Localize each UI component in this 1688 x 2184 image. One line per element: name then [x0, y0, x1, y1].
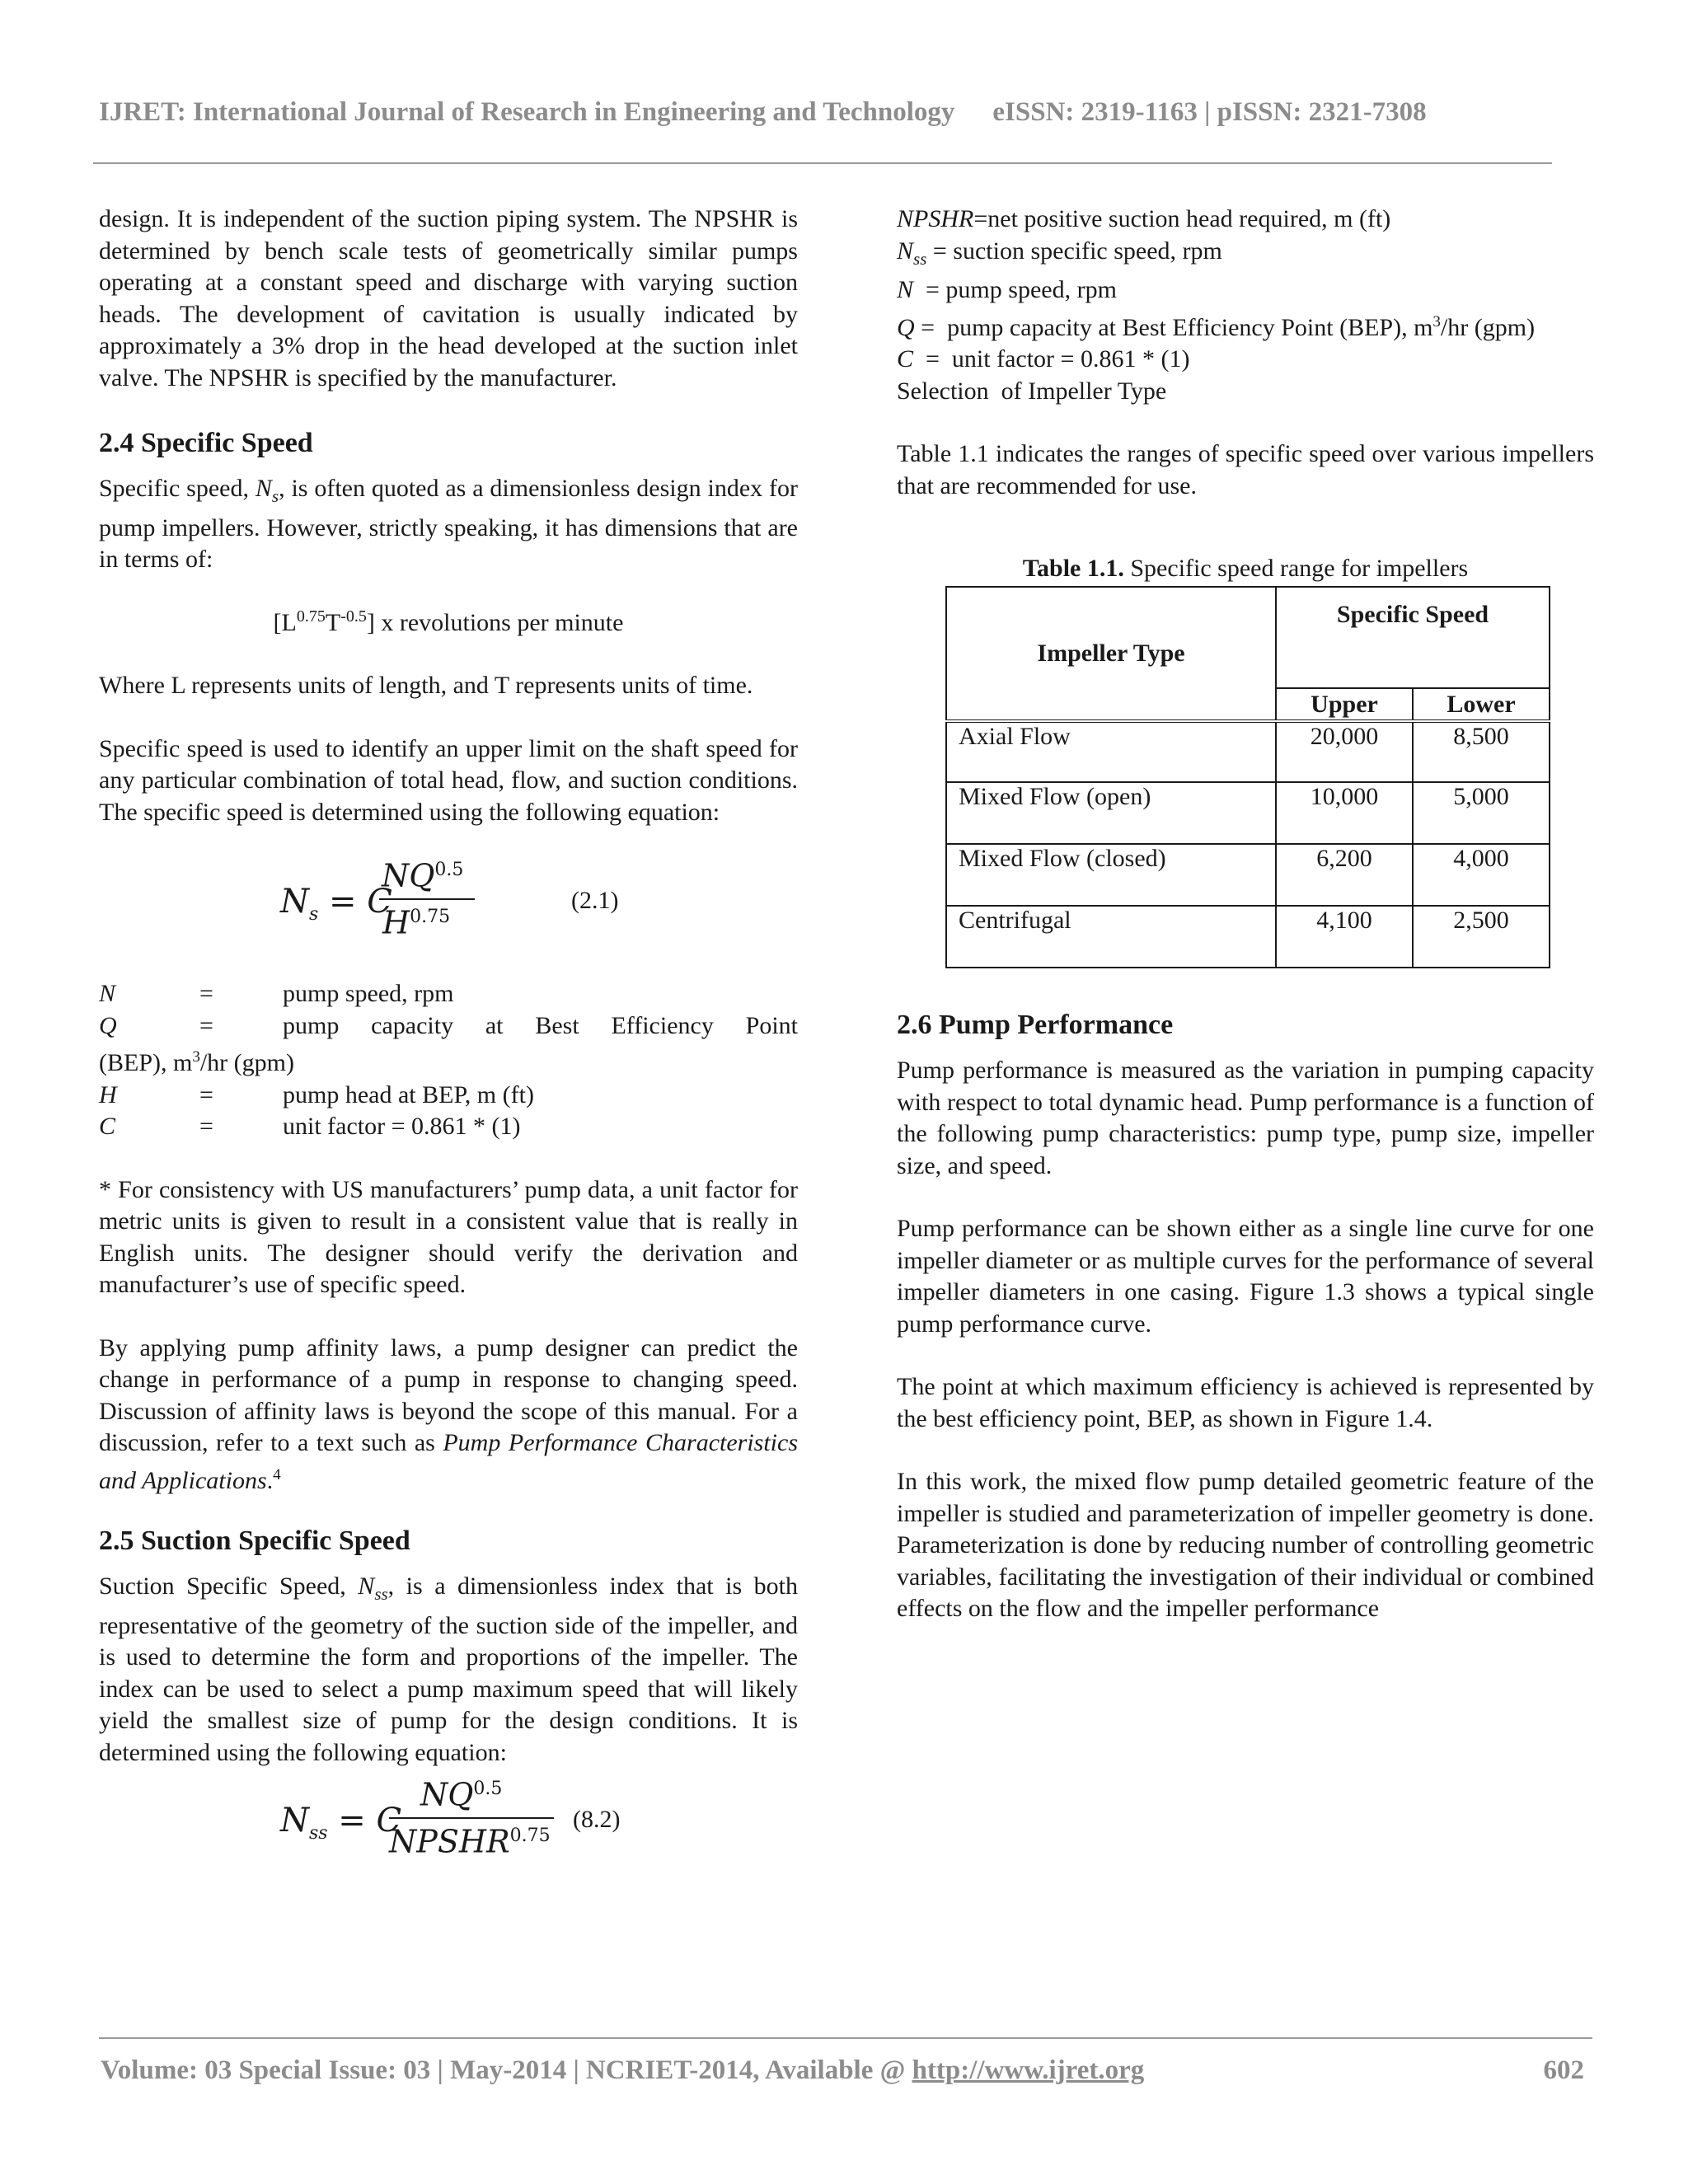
footer-text: Volume: 03 Special Issue: 03 | May-2014 | NCRIET-2014, Available @	[101, 2055, 912, 2085]
definition-row: C = unit factor = 0.861 * (1)	[99, 1113, 521, 1140]
paragraph: design. It is independent of the suction piping system. The NPSHR is determined by bench scale tests of geometrically similar pumps operating at a constant speed and discharge with varying suction heads. The development of cavitation is usually indicated by approximately a 3% drop in the head developed at the suction inlet valve. The NPSHR is specified by the manufacturer.	[99, 205, 798, 391]
paragraph: Suction Specific Speed, $N_{ss}$, is a dimensionless index that is both representative of the geometry of the suction side of the impeller, and is used to determine the form and proportions of the impeller. The index can be used to select a pump maximum speed that will likely yield the smallest size of pump for the design conditions. It is determined using the following equation:	[99, 1572, 798, 1766]
equation-8-2	[99, 1774, 798, 1866]
cell-upper: 20,000	[1276, 721, 1413, 782]
header-impeller-type: Impeller Type	[946, 587, 1276, 721]
paragraph: Pump performance can be shown either as a single line curve for one impeller diameter or as multiple curves for the performance of several impeller diameters in one casing. Figure 1.3 shows a typical single pump performance curve.	[897, 1215, 1594, 1338]
equation-denominator: $NPSHR^{0.75}$	[389, 1823, 551, 1860]
right-column-lower	[897, 1007, 1594, 1625]
dimension-expression: $[L^{0.75}T^{-0.5}]$ x revolutions per minute	[273, 607, 624, 636]
definition-continuation: (BEP), $m^3/hr$ (gpm)	[99, 1048, 294, 1076]
journal-title: IJRET: International Journal of Research in Engineering and Technology	[99, 97, 955, 127]
cell-type: Mixed Flow (closed)	[946, 844, 1276, 906]
equation-2-1	[99, 855, 798, 947]
table-row	[946, 721, 1550, 782]
table-caption: Table 1.1. Specific speed range for impellers	[1022, 555, 1469, 582]
header-lower: Lower	[1413, 688, 1550, 721]
header-specific-speed: Specific Speed	[1276, 587, 1550, 688]
cell-upper: 4,100	[1276, 906, 1413, 968]
equation-number: (8.2)	[573, 1806, 621, 1833]
section-heading-2-4: 2.4 Specific Speed	[99, 428, 313, 458]
cell-lower: 2,500	[1413, 906, 1550, 968]
cell-type: Centrifugal	[946, 906, 1276, 968]
running-header	[99, 97, 1427, 128]
footer-rule	[99, 2037, 1592, 2039]
table-row	[946, 782, 1550, 844]
definition-row: Q = pump capacity at Best Efficiency Point	[99, 1011, 798, 1039]
fraction-bar	[379, 898, 475, 900]
specific-speed-table	[945, 586, 1550, 968]
journal-link[interactable]: http://www.ijret.org	[912, 2055, 1145, 2085]
header-rule	[93, 162, 1552, 164]
definition-line: C = unit factor = 0.861 * (1)	[897, 345, 1190, 373]
equation-lhs: $N_{ss} = C$	[280, 1802, 402, 1844]
paragraph: Where L represents units of length, and T represents units of time.	[99, 672, 753, 699]
paragraph: By applying pump affinity laws, a pump designer can predict the change in performance of a pump in response to changing speed. Discussion of affinity laws is beyond the scope of this manual. For a discussion, refer to a text such as Pump Performance Characteristics and Applications.$^4$	[99, 1333, 799, 1494]
definition-line: N = pump speed, rpm	[897, 276, 1117, 303]
definition-line: NPSHR=net positive suction head required, m (ft)	[897, 205, 1391, 232]
table-row	[946, 844, 1550, 906]
cell-type: Axial Flow	[946, 721, 1276, 782]
paragraph: The point at which maximum efficiency is achieved is represented by the best efficiency point, BEP, as shown in Figure 1.4.	[897, 1373, 1594, 1432]
definition-line: Selection of Impeller Type	[897, 377, 1167, 405]
cell-upper: 10,000	[1276, 782, 1413, 844]
paragraph: Specific speed is used to identify an upper limit on the shaft speed for any particular combination of total head, flow, and suction conditions. The specific speed is determined using the following equation:	[99, 734, 798, 826]
definition-row: H = pump head at BEP, m (ft)	[99, 1080, 534, 1108]
left-column	[99, 204, 798, 1866]
page-number: 602	[1543, 2055, 1584, 2085]
paragraph: * For consistency with US manufacturers’ pump data, a unit factor for metric units is given to result in a consistent value that is really in English units. The designer should verify the derivation and manufacturer’s use of specific speed.	[99, 1175, 798, 1298]
paragraph: In this work, the mixed flow pump detailed geometric feature of the impeller is studied and parameterization of impeller geometry is done. Parameterization is done by reducing number of controlling geometric variables, facilitating the investigation of their individual or combined effects on the flow and the impeller performance	[897, 1468, 1594, 1622]
right-column	[897, 204, 1594, 502]
definition-row: N = pump speed, rpm	[99, 980, 454, 1007]
header-upper: Upper	[1276, 688, 1413, 721]
fraction-bar	[389, 1817, 554, 1819]
definition-line: $N_{ss}$ = suction specific speed, rpm	[897, 237, 1222, 269]
variable-definitions	[99, 978, 798, 1143]
cell-lower: 8,500	[1413, 721, 1550, 782]
paragraph: Specific speed, $N_s$, is often quoted as a dimensionless design index for pump impellers. However, strictly speaking, it has dimensions that are in terms of:	[99, 475, 798, 573]
cell-lower: 4,000	[1413, 844, 1550, 906]
equation-lhs: $N_s = C$	[280, 883, 392, 925]
equation-denominator: $H^{0.75}$	[382, 904, 451, 941]
cell-type: Mixed Flow (open)	[946, 782, 1276, 844]
equation-numerator: $NQ^{0.5}$	[382, 857, 464, 894]
cell-upper: 6,200	[1276, 844, 1413, 906]
definition-line: Q = pump capacity at Best Efficiency Point (BEP), $m^3/hr$ (gpm)	[897, 312, 1536, 341]
table-row	[946, 906, 1550, 968]
running-footer	[101, 2055, 1584, 2086]
section-heading-2-5: 2.5 Suction Specific Speed	[99, 1526, 410, 1556]
paragraph: Table 1.1 indicates the ranges of specific speed over various impellers that are recommended for use.	[897, 440, 1594, 499]
paragraph: Pump performance is measured as the variation in pumping capacity with respect to total dynamic head. Pump performance is a function of the following pump characteristics: pump type, pump size, impeller size, and speed.	[897, 1057, 1594, 1179]
section-heading-2-6: 2.6 Pump Performance	[897, 1010, 1174, 1040]
cell-lower: 5,000	[1413, 782, 1550, 844]
equation-numerator: $NQ^{0.5}$	[420, 1776, 503, 1813]
issn: eISSN: 2319-1163 | pISSN: 2321-7308	[992, 97, 1427, 127]
equation-number: (2.1)	[571, 887, 619, 914]
